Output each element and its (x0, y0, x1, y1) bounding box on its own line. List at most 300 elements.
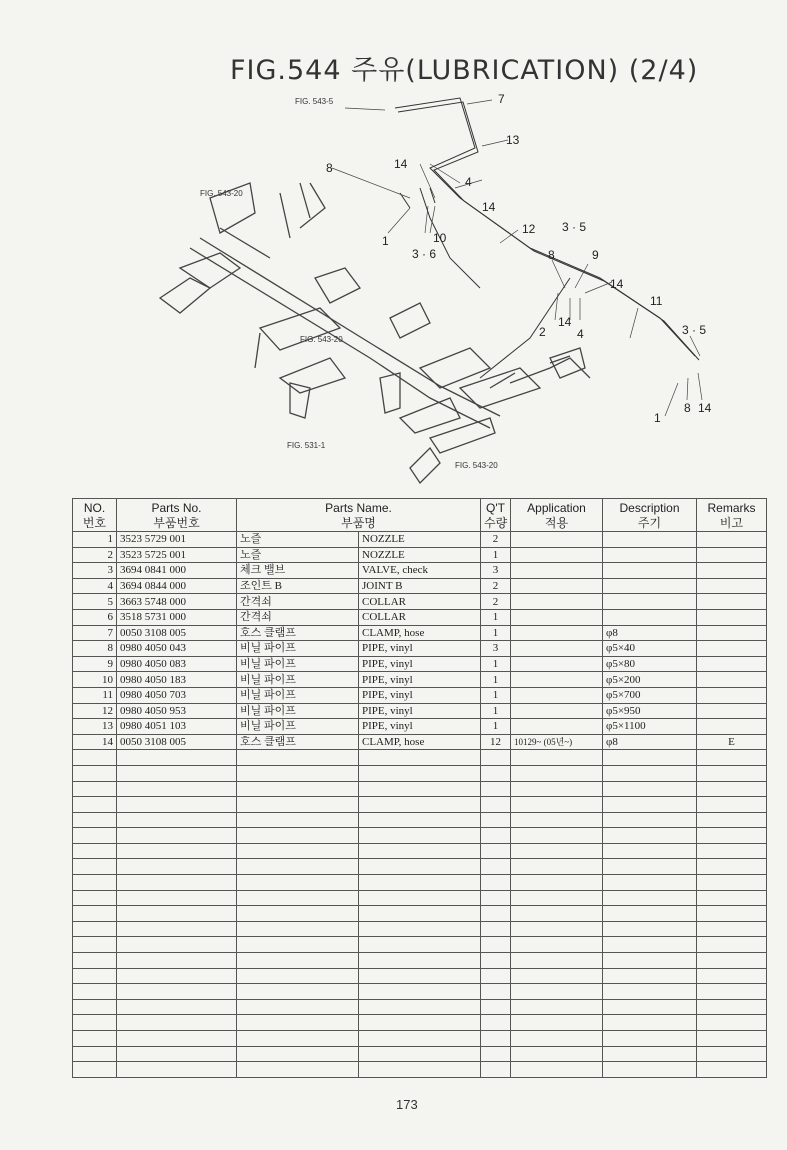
row-application (511, 625, 603, 641)
empty-cell (481, 765, 511, 781)
row-description (603, 594, 697, 610)
header-parts-name: Parts Name. 부품명 (237, 499, 481, 532)
row-number: 8 (73, 641, 117, 657)
row-part-number: 3523 5729 001 (117, 532, 237, 548)
empty-cell (511, 1062, 603, 1078)
empty-cell (511, 1015, 603, 1031)
row-description: φ5×950 (603, 703, 697, 719)
empty-cell (73, 921, 117, 937)
callout-14-top: 14 (394, 157, 408, 171)
empty-cell (117, 797, 237, 813)
empty-cell (511, 859, 603, 875)
row-number: 6 (73, 609, 117, 625)
empty-cell (237, 921, 359, 937)
empty-cell (359, 921, 481, 937)
table-row-empty (73, 1046, 767, 1062)
row-remarks (697, 703, 767, 719)
row-name-korean: 호스 클램프 (237, 625, 359, 641)
empty-cell (511, 984, 603, 1000)
parts-table-body (73, 532, 767, 1078)
empty-cell (697, 781, 767, 797)
empty-cell (603, 1062, 697, 1078)
empty-cell (237, 1062, 359, 1078)
row-quantity: 1 (481, 672, 511, 688)
empty-cell (73, 765, 117, 781)
empty-cell (73, 906, 117, 922)
empty-cell (359, 843, 481, 859)
empty-cell (359, 812, 481, 828)
empty-cell (237, 937, 359, 953)
empty-cell (73, 1015, 117, 1031)
empty-cell (237, 968, 359, 984)
empty-cell (481, 797, 511, 813)
empty-cell (511, 875, 603, 891)
table-row (73, 563, 767, 579)
empty-cell (603, 843, 697, 859)
table-row-empty (73, 750, 767, 766)
table-row (73, 734, 767, 750)
empty-cell (697, 750, 767, 766)
row-remarks: E (697, 734, 767, 750)
empty-cell (117, 875, 237, 891)
empty-cell (237, 984, 359, 1000)
empty-cell (697, 953, 767, 969)
empty-cell (697, 968, 767, 984)
empty-cell (603, 797, 697, 813)
empty-cell (359, 875, 481, 891)
row-name-korean: 호스 클램프 (237, 734, 359, 750)
table-row (73, 578, 767, 594)
empty-cell (73, 890, 117, 906)
callout-1-right: 1 (654, 411, 661, 425)
table-row (73, 703, 767, 719)
empty-cell (237, 859, 359, 875)
row-remarks (697, 687, 767, 703)
empty-cell (117, 999, 237, 1015)
empty-cell (73, 812, 117, 828)
empty-cell (511, 797, 603, 813)
table-row-empty (73, 797, 767, 813)
empty-cell (511, 750, 603, 766)
empty-cell (481, 750, 511, 766)
callout-14-mid: 14 (610, 277, 624, 291)
row-name-korean: 비닐 파이프 (237, 656, 359, 672)
empty-cell (73, 968, 117, 984)
row-application (511, 703, 603, 719)
row-description: φ8 (603, 734, 697, 750)
empty-cell (511, 781, 603, 797)
row-quantity: 2 (481, 594, 511, 610)
empty-cell (697, 797, 767, 813)
empty-cell (603, 906, 697, 922)
empty-cell (359, 906, 481, 922)
empty-cell (697, 812, 767, 828)
callout-4-lower: 4 (577, 327, 584, 341)
empty-cell (697, 765, 767, 781)
empty-cell (237, 797, 359, 813)
row-name-english: PIPE, vinyl (359, 719, 481, 735)
row-name-english: NOZZLE (359, 532, 481, 548)
empty-cell (697, 921, 767, 937)
empty-cell (117, 781, 237, 797)
row-quantity: 3 (481, 563, 511, 579)
row-application (511, 672, 603, 688)
fig-543-20-ref-bottom: FIG. 543-20 (455, 461, 498, 470)
row-remarks (697, 719, 767, 735)
empty-cell (603, 859, 697, 875)
empty-cell (117, 984, 237, 1000)
empty-cell (481, 984, 511, 1000)
empty-cell (359, 765, 481, 781)
empty-cell (511, 843, 603, 859)
empty-cell (603, 1015, 697, 1031)
table-row (73, 594, 767, 610)
empty-cell (237, 1046, 359, 1062)
row-remarks (697, 594, 767, 610)
row-description: φ5×200 (603, 672, 697, 688)
empty-cell (237, 812, 359, 828)
empty-cell (237, 828, 359, 844)
empty-cell (359, 1062, 481, 1078)
empty-cell (697, 1015, 767, 1031)
row-application (511, 594, 603, 610)
row-name-english: PIPE, vinyl (359, 641, 481, 657)
row-quantity: 2 (481, 578, 511, 594)
empty-cell (237, 1015, 359, 1031)
table-row (73, 609, 767, 625)
empty-cell (603, 875, 697, 891)
callout-3-5-right: 3 · 5 (682, 323, 707, 337)
empty-cell (481, 1046, 511, 1062)
empty-cell (117, 968, 237, 984)
row-remarks (697, 578, 767, 594)
callout-11: 11 (650, 294, 663, 308)
row-name-english: PIPE, vinyl (359, 672, 481, 688)
empty-cell (73, 1062, 117, 1078)
empty-cell (481, 906, 511, 922)
row-name-korean: 간격쇠 (237, 594, 359, 610)
fig-543-20-ref-top: FIG. 543-20 (200, 189, 243, 198)
empty-cell (117, 765, 237, 781)
row-part-number: 0980 4050 953 (117, 703, 237, 719)
empty-cell (511, 953, 603, 969)
row-part-number: 3518 5731 000 (117, 609, 237, 625)
empty-cell (73, 859, 117, 875)
empty-cell (603, 1046, 697, 1062)
row-description: φ5×1100 (603, 719, 697, 735)
row-description: φ8 (603, 625, 697, 641)
empty-cell (237, 750, 359, 766)
empty-cell (73, 953, 117, 969)
lubrication-diagram (130, 88, 730, 488)
empty-cell (481, 781, 511, 797)
empty-cell (481, 937, 511, 953)
empty-cell (481, 859, 511, 875)
row-name-english: CLAMP, hose (359, 625, 481, 641)
table-row-empty (73, 875, 767, 891)
empty-cell (73, 984, 117, 1000)
row-application (511, 563, 603, 579)
row-number: 11 (73, 687, 117, 703)
empty-cell (73, 937, 117, 953)
empty-cell (359, 1031, 481, 1047)
empty-cell (511, 968, 603, 984)
row-name-korean: 노즐 (237, 547, 359, 563)
empty-cell (697, 1046, 767, 1062)
empty-cell (481, 921, 511, 937)
row-description: φ5×80 (603, 656, 697, 672)
row-application (511, 547, 603, 563)
row-application (511, 641, 603, 657)
empty-cell (73, 1046, 117, 1062)
row-remarks (697, 672, 767, 688)
table-row-empty (73, 999, 767, 1015)
row-name-korean: 조인트 B (237, 578, 359, 594)
callout-9: 9 (592, 248, 599, 262)
empty-cell (481, 843, 511, 859)
empty-cell (237, 953, 359, 969)
callout-14-bottom: 14 (698, 401, 712, 415)
empty-cell (117, 921, 237, 937)
empty-cell (359, 797, 481, 813)
table-row-empty (73, 921, 767, 937)
callout-10: 10 (433, 231, 447, 245)
table-row (73, 656, 767, 672)
row-name-english: VALVE, check (359, 563, 481, 579)
row-part-number: 0980 4050 083 (117, 656, 237, 672)
empty-cell (117, 843, 237, 859)
row-description (603, 609, 697, 625)
header-remarks: Remarks 비고 (697, 499, 767, 532)
empty-cell (511, 937, 603, 953)
empty-cell (481, 812, 511, 828)
empty-cell (511, 1046, 603, 1062)
empty-cell (73, 999, 117, 1015)
empty-cell (697, 984, 767, 1000)
empty-cell (359, 968, 481, 984)
table-row-empty (73, 968, 767, 984)
table-row (73, 532, 767, 548)
callout-4-top: 4 (465, 175, 472, 189)
header-description: Description 주기 (603, 499, 697, 532)
row-quantity: 1 (481, 656, 511, 672)
row-name-korean: 비닐 파이프 (237, 687, 359, 703)
empty-cell (237, 843, 359, 859)
row-remarks (697, 563, 767, 579)
callout-12: 12 (522, 222, 536, 236)
empty-cell (359, 937, 481, 953)
empty-cell (117, 750, 237, 766)
header-application: Application 적용 (511, 499, 603, 532)
empty-cell (511, 828, 603, 844)
header-no: NO. 번호 (73, 499, 117, 532)
table-row-empty (73, 843, 767, 859)
row-number: 14 (73, 734, 117, 750)
empty-cell (237, 765, 359, 781)
empty-cell (697, 843, 767, 859)
empty-cell (481, 1031, 511, 1047)
row-name-korean: 노즐 (237, 532, 359, 548)
row-name-korean: 비닐 파이프 (237, 719, 359, 735)
callout-14-lower: 14 (558, 315, 572, 329)
empty-cell (603, 999, 697, 1015)
row-quantity: 1 (481, 719, 511, 735)
figure-title: FIG.544 주유(LUBRICATION) (2/4) (230, 55, 699, 86)
empty-cell (697, 859, 767, 875)
row-quantity: 1 (481, 625, 511, 641)
empty-cell (511, 890, 603, 906)
empty-cell (511, 812, 603, 828)
empty-cell (73, 843, 117, 859)
row-part-number: 3694 0841 000 (117, 563, 237, 579)
row-number: 7 (73, 625, 117, 641)
row-application (511, 609, 603, 625)
row-name-english: CLAMP, hose (359, 734, 481, 750)
empty-cell (359, 890, 481, 906)
row-remarks (697, 641, 767, 657)
table-row (73, 719, 767, 735)
callout-1-left: 1 (382, 234, 389, 248)
row-number: 3 (73, 563, 117, 579)
row-quantity: 2 (481, 532, 511, 548)
empty-cell (117, 953, 237, 969)
callout-7: 7 (498, 92, 505, 106)
row-description (603, 563, 697, 579)
empty-cell (359, 1046, 481, 1062)
empty-cell (697, 890, 767, 906)
row-name-korean: 비닐 파이프 (237, 672, 359, 688)
callout-8-mid: 8 (548, 248, 555, 262)
empty-cell (117, 1031, 237, 1047)
empty-cell (117, 859, 237, 875)
empty-cell (237, 906, 359, 922)
row-number: 5 (73, 594, 117, 610)
row-name-english: PIPE, vinyl (359, 687, 481, 703)
empty-cell (603, 984, 697, 1000)
row-quantity: 3 (481, 641, 511, 657)
empty-cell (603, 953, 697, 969)
empty-cell (237, 890, 359, 906)
row-application (511, 532, 603, 548)
row-application (511, 687, 603, 703)
empty-cell (511, 765, 603, 781)
empty-cell (73, 781, 117, 797)
row-description (603, 532, 697, 548)
row-name-korean: 체크 밸브 (237, 563, 359, 579)
empty-cell (511, 1031, 603, 1047)
table-row-empty (73, 812, 767, 828)
row-description: φ5×700 (603, 687, 697, 703)
empty-cell (697, 937, 767, 953)
table-row (73, 641, 767, 657)
empty-cell (117, 906, 237, 922)
empty-cell (359, 750, 481, 766)
row-part-number: 0980 4051 103 (117, 719, 237, 735)
table-header-row (73, 499, 767, 532)
empty-cell (237, 781, 359, 797)
row-part-number: 0050 3108 005 (117, 625, 237, 641)
header-part-no: Parts No. 부품번호 (117, 499, 237, 532)
table-row-empty (73, 1062, 767, 1078)
empty-cell (117, 1062, 237, 1078)
empty-cell (511, 921, 603, 937)
empty-cell (603, 968, 697, 984)
row-part-number: 3694 0844 000 (117, 578, 237, 594)
empty-cell (481, 890, 511, 906)
row-number: 10 (73, 672, 117, 688)
row-number: 2 (73, 547, 117, 563)
callout-2: 2 (539, 325, 546, 339)
row-number: 1 (73, 532, 117, 548)
empty-cell (603, 781, 697, 797)
fig-531-1-ref: FIG. 531-1 (287, 441, 326, 450)
callout-14-right: 14 (482, 200, 496, 214)
empty-cell (511, 906, 603, 922)
callout-8-right: 8 (684, 401, 691, 415)
empty-cell (117, 812, 237, 828)
row-part-number: 0980 4050 043 (117, 641, 237, 657)
row-quantity: 1 (481, 547, 511, 563)
row-remarks (697, 625, 767, 641)
table-row-empty (73, 765, 767, 781)
empty-cell (237, 999, 359, 1015)
empty-cell (359, 999, 481, 1015)
empty-cell (73, 875, 117, 891)
table-row-empty (73, 1031, 767, 1047)
row-name-english: NOZZLE (359, 547, 481, 563)
row-quantity: 1 (481, 609, 511, 625)
empty-cell (117, 1015, 237, 1031)
empty-cell (117, 1046, 237, 1062)
table-row-empty (73, 781, 767, 797)
empty-cell (73, 1031, 117, 1047)
empty-cell (697, 906, 767, 922)
empty-cell (697, 1062, 767, 1078)
table-row-empty (73, 1015, 767, 1031)
empty-cell (73, 797, 117, 813)
empty-cell (481, 1015, 511, 1031)
empty-cell (237, 1031, 359, 1047)
table-row-empty (73, 953, 767, 969)
empty-cell (603, 750, 697, 766)
table-row-empty (73, 937, 767, 953)
row-description: φ5×40 (603, 641, 697, 657)
empty-cell (697, 1031, 767, 1047)
row-remarks (697, 656, 767, 672)
row-name-korean: 비닐 파이프 (237, 641, 359, 657)
table-row (73, 687, 767, 703)
empty-cell (481, 953, 511, 969)
empty-cell (697, 999, 767, 1015)
row-name-english: JOINT B (359, 578, 481, 594)
parts-table (72, 498, 767, 1078)
table-row (73, 672, 767, 688)
row-part-number: 0980 4050 703 (117, 687, 237, 703)
row-application: 10129~ (05년~) (511, 734, 603, 750)
empty-cell (481, 1062, 511, 1078)
row-description (603, 547, 697, 563)
empty-cell (603, 890, 697, 906)
row-name-english: COLLAR (359, 609, 481, 625)
empty-cell (697, 828, 767, 844)
row-part-number: 0980 4050 183 (117, 672, 237, 688)
empty-cell (481, 999, 511, 1015)
empty-cell (359, 953, 481, 969)
empty-cell (603, 921, 697, 937)
empty-cell (481, 968, 511, 984)
table-row-empty (73, 984, 767, 1000)
empty-cell (73, 750, 117, 766)
